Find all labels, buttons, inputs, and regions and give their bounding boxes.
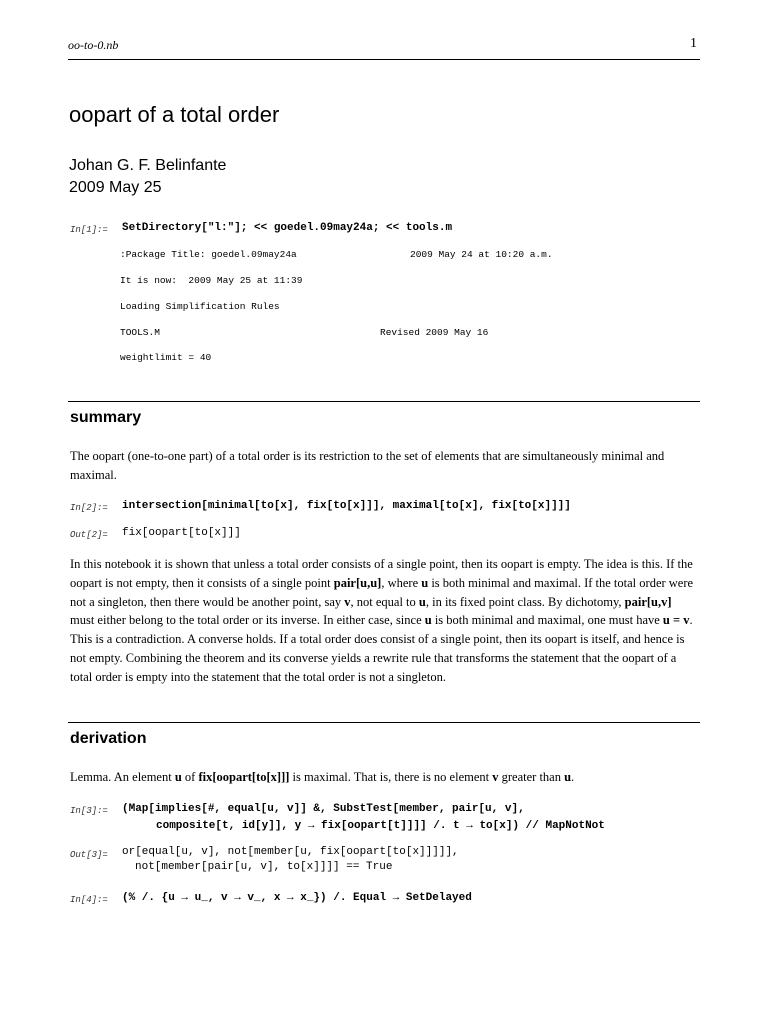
print-loading: Loading Simplification Rules [120, 301, 280, 312]
page-number: 1 [690, 36, 697, 51]
input-label: In[1]:= [70, 225, 108, 235]
input-code-line-2[interactable]: composite[t, id[y]], y → fix[oopart[t]]]] /. t → to[x]) // MapNotNot [156, 820, 605, 832]
text-run: of [181, 770, 199, 784]
text-run: is both minimal and maximal. If the total order were not a singleton, then there would be another point, say [70, 575, 694, 609]
output-code-line-1: or[equal[u, v], not[member[u, fix[oopart[to[x]]]]], [122, 846, 459, 858]
section-rule-summary [68, 401, 700, 402]
section-heading-derivation: derivation [70, 730, 147, 747]
header-rule [68, 59, 700, 60]
bold-run: fix[oopart[to[x]]] [198, 770, 290, 784]
text-run: In this notebook it is shown that unless a total order consists of a single point, then its oopart is empty. The idea is this. If the oopart is not empty, then it consists of a single point [70, 557, 693, 590]
print-package-date: 2009 May 24 at 10:20 a.m. [410, 249, 553, 260]
input-code[interactable]: SetDirectory["l:"]; << goedel.09may24a; << tools.m [122, 222, 453, 234]
print-weightlimit: weightlimit = 40 [120, 352, 212, 363]
text-run: . [571, 770, 575, 784]
print-package-title: :Package Title: goedel.09may24a [120, 249, 297, 260]
text-run: , not equal to [350, 594, 419, 609]
bold-run: u [418, 594, 426, 609]
input-code[interactable]: intersection[minimal[to[x], fix[to[x]]], maximal[to[x], fix[to[x]]]] [122, 500, 571, 512]
print-now: It is now: 2009 May 25 at 11:39 [120, 275, 303, 286]
print-revised: Revised 2009 May 16 [380, 327, 489, 338]
input-label: In[4]:= [70, 895, 108, 905]
date: 2009 May 25 [69, 179, 162, 196]
input-code-line-1[interactable]: (Map[implies[#, equal[u, v]] &, SubstTest[member, pair[u, v], [122, 803, 525, 815]
text-run: is both minimal and maximal, one must have [431, 613, 663, 628]
text-run: . This is a contradiction. A converse holds. If a total order does consist of a single point, then its oopart is itself, and hence is not empty. Combining the theorem and its converse yields a rewrite rule that transforms the statement that the oopart of a total order is empty into the statement that the total order is not a singleton. [70, 613, 693, 684]
text-run: Lemma. An element [70, 770, 175, 784]
output-label: Out[2]= [70, 530, 108, 540]
bold-run: pair[u,v] [624, 594, 672, 609]
explanation-paragraph [70, 555, 695, 687]
output-code: fix[oopart[to[x]]] [122, 527, 241, 539]
text-run: greater than [498, 770, 565, 784]
bold-run: u [564, 770, 572, 784]
lemma-paragraph [70, 768, 695, 787]
bold-run: v [344, 594, 351, 609]
input-label: In[2]:= [70, 503, 108, 513]
input-label: In[3]:= [70, 806, 108, 816]
summary-paragraph [70, 447, 695, 485]
text-run: must either belong to the total order or its inverse. In either case, since [70, 613, 425, 628]
bold-run: u [421, 575, 429, 590]
text-run: , where [381, 575, 422, 590]
summary-text: The oopart (one-to-one part) of a total order is its restriction to the set of elements that are simultaneously minimal and maximal. [70, 449, 665, 482]
bold-run: v [492, 770, 499, 784]
output-label: Out[3]= [70, 850, 108, 860]
section-rule-derivation [68, 722, 700, 723]
text-run: is maximal. That is, there is no element [289, 770, 493, 784]
author: Johan G. F. Belinfante [69, 157, 227, 174]
bold-run: u [424, 613, 432, 628]
bold-run: pair[u,u] [333, 575, 382, 590]
output-code-line-2: not[member[pair[u, v], to[x]]]] == True [135, 861, 393, 873]
bold-run: u [174, 770, 182, 784]
bold-run: u = v [662, 613, 690, 628]
input-code[interactable]: (% /. {u → u_, v → v_, x → x_}) /. Equal → SetDelayed [122, 892, 472, 904]
page-title: oopart of a total order [69, 102, 280, 127]
text-run: , in its fixed point class. By dichotomy, [425, 594, 625, 609]
print-tools: TOOLS.M [120, 327, 160, 338]
running-header-filename: oo-to-0.nb [68, 38, 119, 52]
section-heading-summary: summary [70, 409, 142, 426]
